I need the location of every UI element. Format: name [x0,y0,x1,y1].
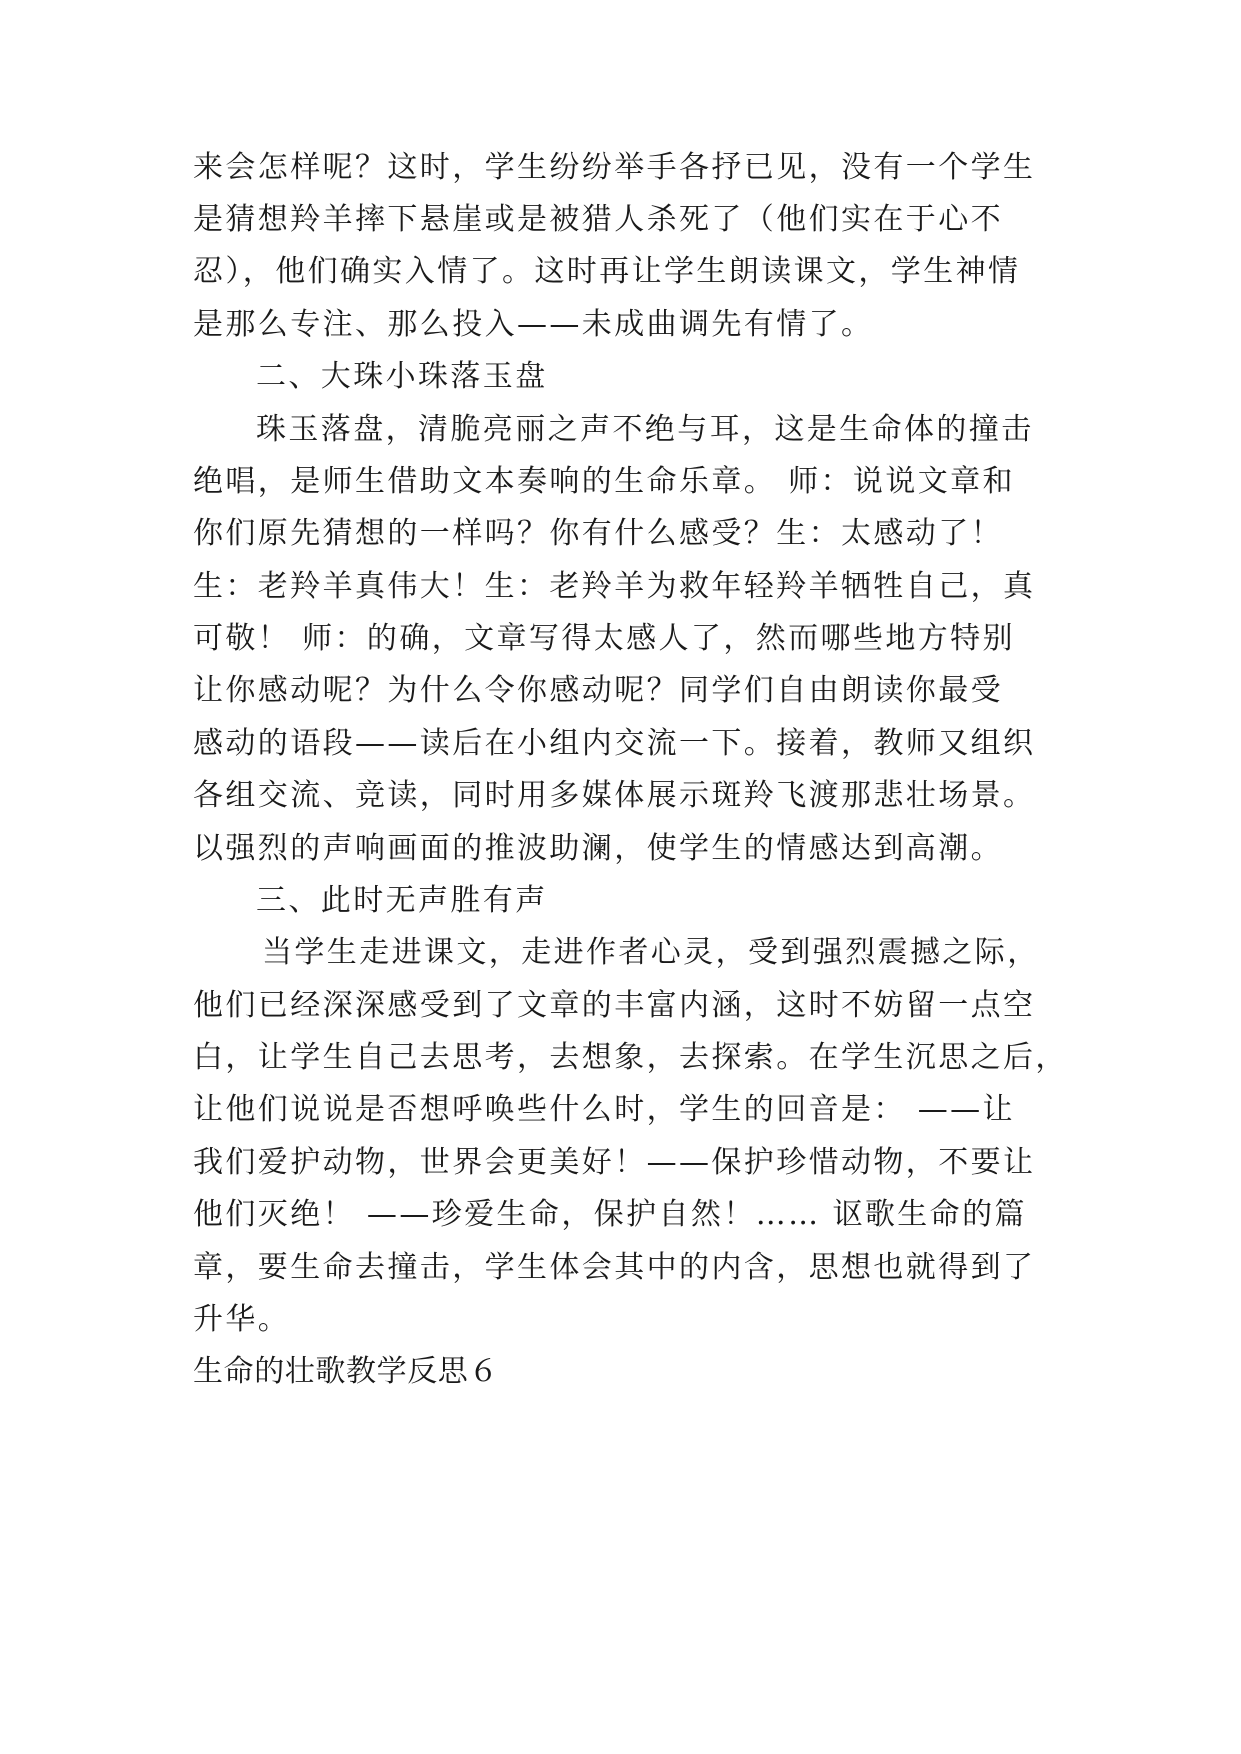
text-line: 让他们说说是否想呼唤些什么时，学生的回音是： ——让 [193,1092,1015,1127]
text-line: 珠玉落盘，清脆亮丽之声不绝与耳，这是生命体的撞击 [256,412,1034,447]
section-title: 生命的壮歌教学反思６ [193,1354,499,1389]
text-line: 我们爱护动物，世界会更美好！——保护珍惜动物，不要让 [193,1145,1036,1180]
text-line: 感动的语段——读后在小组内交流一下。接着，教师又组织 [193,726,1036,761]
subheading-3: 三、此时无声胜有声 [256,883,548,918]
text-line: 来会怎样呢？这时，学生纷纷举手各抒已见，没有一个学生 [193,150,1036,185]
text-line: 章，要生命去撞击，学生体会其中的内含，思想也就得到了 [193,1250,1036,1285]
text-line: 生：老羚羊真伟大！生：老羚羊为救年轻羚羊牺牲自己，真 [193,569,1036,604]
text-line: 是猜想羚羊摔下悬崖或是被猎人杀死了（他们实在于心不 [193,202,1003,237]
text-line: 忍），他们确实入情了。这时再让学生朗读课文，学生神情 [193,254,1021,289]
text-line: 他们灭绝！ ——珍爱生命，保护自然！…… 讴歌生命的篇 [193,1197,1027,1232]
text-line: 可敬！ 师：的确，文章写得太感人了，然而哪些地方特别 [193,621,1015,656]
text-line: 各组交流、竞读，同时用多媒体展示斑羚飞渡那悲壮场景。 [193,778,1036,813]
text-line: 是那么专注、那么投入——未成曲调先有情了。 [193,307,874,342]
subheading-2: 二、大珠小珠落玉盘 [256,359,548,394]
text-line: 绝唱，是师生借助文本奏响的生命乐章。 师：说说文章和 [193,464,1015,499]
text-line: 让你感动呢？为什么令你感动呢？同学们自由朗读你最受 [193,673,1003,708]
text-line: 白，让学生自己去思考，去想象，去探索。在学生沉思之后， [193,1040,1068,1075]
text-line: 升华。 [193,1302,291,1337]
text-line: 以强烈的声响画面的推波助澜，使学生的情感达到高潮。 [193,831,1003,866]
text-line: 你们原先猜想的一样吗？你有什么感受？生：太感动了！ [193,516,1003,551]
text-line: 当学生走进课文，走进作者心灵，受到强烈震撼之际， [262,935,1040,970]
text-line: 他们已经深深感受到了文章的丰富内涵，这时不妨留一点空 [193,988,1036,1023]
